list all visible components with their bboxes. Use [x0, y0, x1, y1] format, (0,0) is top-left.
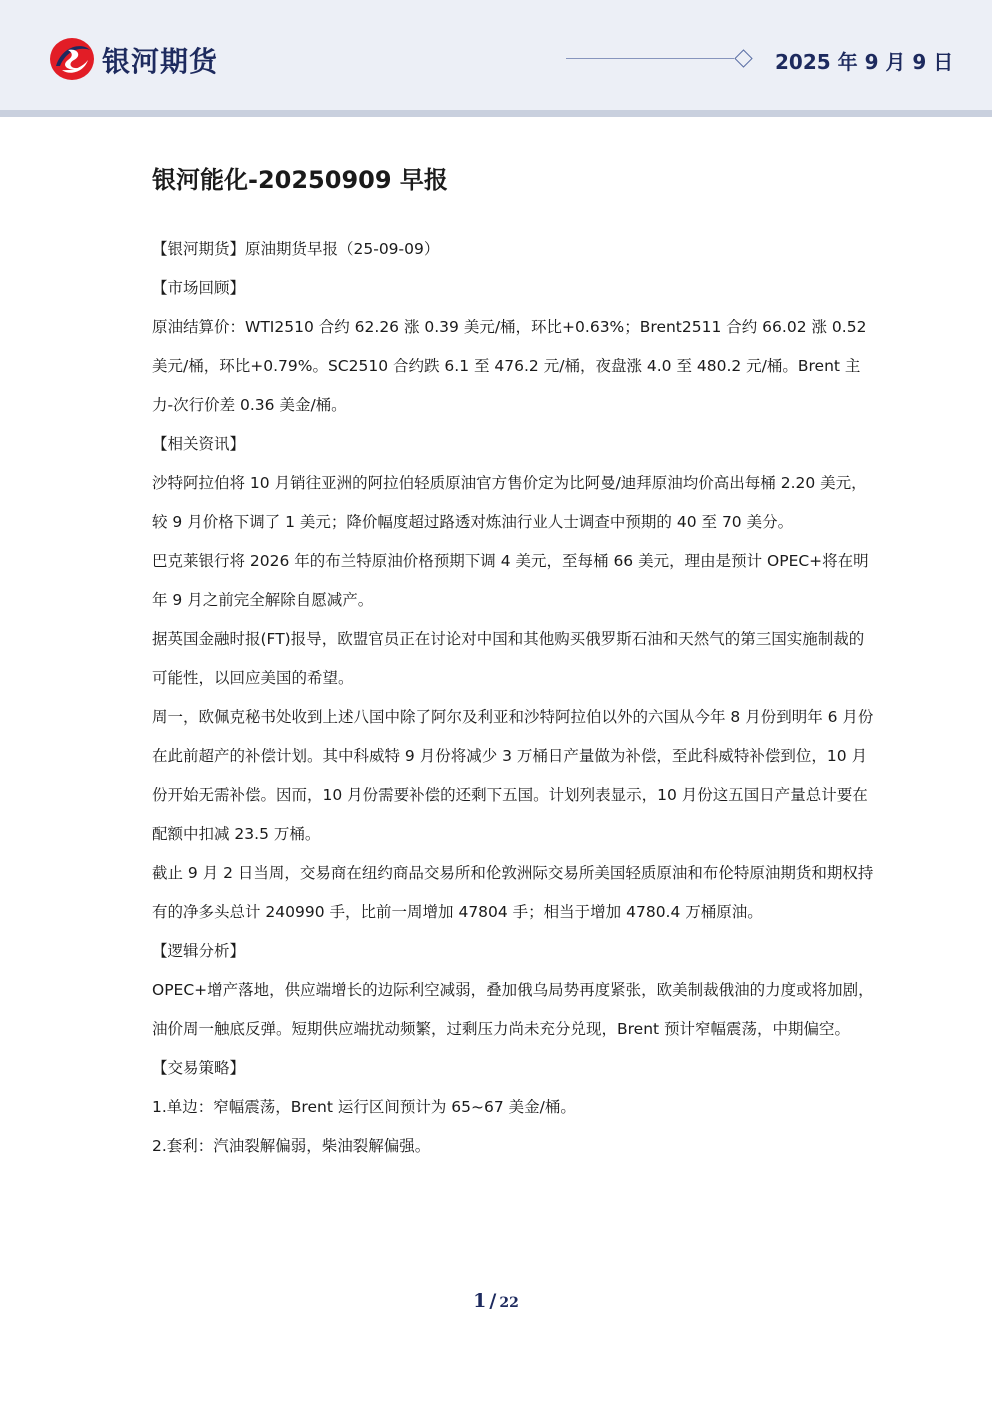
report-date: 2025 年 9 月 9 日: [775, 50, 954, 74]
market-review-paragraph: 原油结算价：WTI2510 合约 62.26 涨 0.39 美元/桶，环比+0.63%；Brent2511 合约 66.02 涨 0.52 美元/桶，环比+0.79%。SC2510 合约跌 6.1 至 476.2 元/桶，夜盘涨 4.0 至 480.2 元/桶。Brent 主力-次行价差 0.36 美金/桶。: [152, 318, 867, 414]
news-paragraph: 周一，欧佩克秘书处收到上述八国中除了阿尔及利亚和沙特阿拉伯以外的六国从今年 8 月份到明年 6 月份在此前超产的补偿计划。其中科威特 9 月份将减少 3 万桶日产量做为补偿，至此科威特补偿到位，10 月份开始无需补偿。因而，10 月份需要补偿的还剩下五国。计划列表显示，10 月份这五国日产量总计要在配额中扣减 23.5 万桶。: [152, 708, 874, 843]
galaxy-logo-icon: [48, 36, 96, 82]
news-paragraph: 据英国金融时报(FT)报导，欧盟官员正在讨论对中国和其他购买俄罗斯石油和天然气的第三国实施制裁的可能性，以回应美国的希望。: [152, 630, 865, 687]
page-number: [0, 1290, 992, 1312]
report-body: [152, 230, 874, 1166]
total-pages: 22: [499, 1295, 519, 1311]
header-divider-line: [566, 58, 734, 59]
brand-name: 银河期货: [102, 45, 219, 78]
strategy-item: 2.套利：汽油裂解偏弱，柴油裂解偏强。: [152, 1137, 431, 1155]
strategy-item: 1.单边：窄幅震荡，Brent 运行区间预计为 65~67 美金/桶。: [152, 1098, 576, 1116]
section-heading-news: 【相关资讯】: [152, 435, 246, 453]
section-heading-logic: 【逻辑分析】: [152, 942, 246, 960]
current-page: 1: [473, 1290, 487, 1312]
report-source-line: 【银河期货】原油期货早报（25-09-09）: [152, 240, 440, 258]
header-stripe: [0, 110, 992, 117]
page-separator: /: [489, 1290, 497, 1312]
news-paragraph: 截止 9 月 2 日当周，交易商在纽约商品交易所和伦敦洲际交易所美国轻质原油和布伦特原油期货和期权持有的净多头总计 240990 手，比前一周增加 47804 手；相当于增加 4780.4 万桶原油。: [152, 864, 874, 921]
report-title: 银河能化-20250909 早报: [152, 166, 448, 194]
section-heading-strategy: 【交易策略】: [152, 1059, 246, 1077]
diamond-icon: [734, 49, 752, 67]
page-header: [0, 0, 992, 110]
section-heading-market-review: 【市场回顾】: [152, 279, 246, 297]
news-paragraph: 巴克莱银行将 2026 年的布兰特原油价格预期下调 4 美元，至每桶 66 美元，理由是预计 OPEC+将在明年 9 月之前完全解除自愿减产。: [152, 552, 869, 609]
logic-paragraph: OPEC+增产落地，供应端增长的边际利空减弱，叠加俄乌局势再度紧张，欧美制裁俄油的力度或将加剧，油价周一触底反弹。短期供应端扰动频繁，过剩压力尚未充分兑现，Brent 预计窄幅震荡，中期偏空。: [152, 981, 874, 1038]
news-paragraph: 沙特阿拉伯将 10 月销往亚洲的阿拉伯轻质原油官方售价定为比阿曼/迪拜原油均价高出每桶 2.20 美元，较 9 月价格下调了 1 美元；降价幅度超过路透对炼油行业人士调查中预期的 40 至 70 美分。: [152, 474, 867, 531]
